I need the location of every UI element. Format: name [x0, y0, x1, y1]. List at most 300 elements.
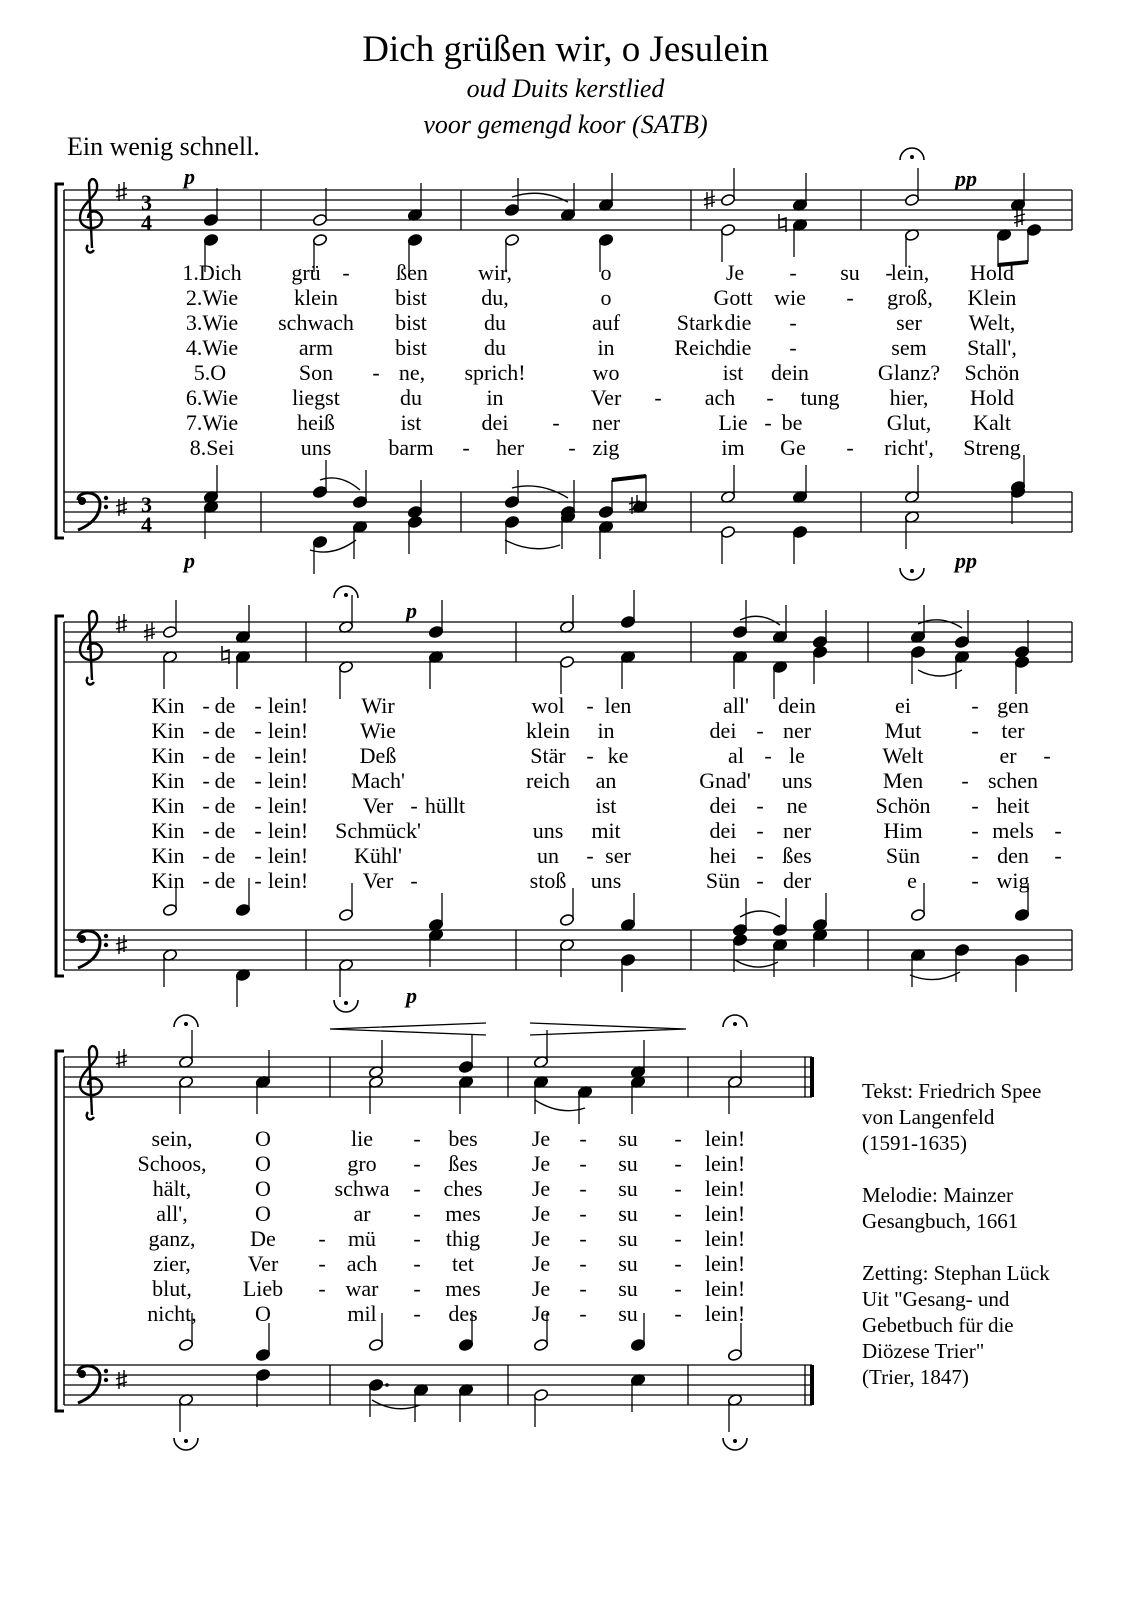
- lyric-syllable: lein!: [267, 693, 309, 718]
- decrescendo-hairpin: [530, 1023, 686, 1035]
- lyric-syllable: ke: [607, 743, 629, 768]
- lyric-syllable: heit: [996, 793, 1030, 818]
- lyric-syllable: lein!: [704, 1126, 746, 1151]
- credit-line: Gesangbuch, 1661: [862, 1209, 1019, 1233]
- lyric-syllable: wo: [592, 360, 620, 385]
- lyric-syllable: Kin: [151, 743, 185, 768]
- lyric-syllable: 8.Sei: [189, 435, 235, 460]
- lyric-syllable: ser: [605, 843, 631, 868]
- lyric-syllable: Stall',: [967, 335, 1017, 360]
- lyric-syllable: sein,: [151, 1126, 193, 1151]
- beam: [612, 476, 646, 480]
- lyric-syllable: -: [789, 260, 797, 285]
- lyric-syllable: Je: [531, 1226, 551, 1251]
- lyric-syllable: Kin: [151, 818, 185, 843]
- lyric-syllable: -: [586, 693, 594, 718]
- bass-clef-icon: [104, 1369, 108, 1373]
- lyric-syllable: -: [654, 385, 662, 410]
- lyric-syllable: lein!: [267, 868, 309, 893]
- lyric-syllable: Son: [298, 360, 334, 385]
- time-signature-numerator: 3: [141, 492, 152, 517]
- lyric-syllable: -: [579, 1226, 587, 1251]
- lyric-syllable: -: [885, 260, 893, 285]
- lyric-syllable: 2.Wie: [185, 285, 239, 310]
- lyric-syllable: -: [756, 843, 764, 868]
- lyric-syllable: o: [600, 285, 612, 310]
- lyric-syllable: ner: [591, 410, 621, 435]
- lyric-syllable: du: [484, 310, 506, 335]
- lyric-syllable: ne: [786, 793, 808, 818]
- lyric-syllable: -: [674, 1201, 682, 1226]
- lyric-syllable: -: [413, 1251, 421, 1276]
- lyric-syllable: uns: [300, 435, 332, 460]
- lyric-syllable: lein!: [267, 768, 309, 793]
- lyric-syllable: war: [345, 1276, 379, 1301]
- lyric-syllable: gro: [347, 1151, 377, 1176]
- lyric-syllable: -: [410, 793, 418, 818]
- lyric-syllable: Kalt: [973, 410, 1011, 435]
- lyric-syllable: uns: [781, 768, 813, 793]
- lyric-syllable: wol: [531, 693, 565, 718]
- dynamic-marking: p: [406, 983, 417, 1008]
- lyric-syllable: in: [486, 385, 504, 410]
- lyric-syllable: -: [586, 743, 594, 768]
- bass-clef-icon: [104, 496, 108, 500]
- lyric-syllable: Kin: [151, 793, 185, 818]
- lyric-syllable: lein!: [704, 1251, 746, 1276]
- lyric-syllable: Him: [883, 818, 923, 843]
- bass-clef-icon: [78, 935, 86, 943]
- lyric-syllable: -: [971, 818, 979, 843]
- lyric-syllable: blut,: [152, 1276, 192, 1301]
- lyric-syllable: -: [756, 868, 764, 893]
- lyric-syllable: 3.Wie: [185, 310, 239, 335]
- lyric-syllable: sem: [891, 335, 927, 360]
- lyric-syllable: Ge: [780, 435, 806, 460]
- lyric-syllable: an: [595, 768, 617, 793]
- lyric-syllable: Sün: [885, 843, 921, 868]
- lyric-syllable: bes: [448, 1126, 478, 1151]
- sharp-icon: [116, 182, 127, 201]
- lyric-syllable: -: [254, 793, 262, 818]
- lyric-syllable: Ver: [590, 385, 622, 410]
- lyric-syllable: lie: [351, 1126, 373, 1151]
- lyric-syllable: Men: [882, 768, 924, 793]
- lyric-syllable: gen: [997, 693, 1029, 718]
- lyric-syllable: sprich!: [464, 360, 526, 385]
- lyric-syllable: den: [997, 843, 1029, 868]
- lyric-syllable: mü: [347, 1226, 377, 1251]
- lyric-syllable: su: [618, 1201, 638, 1226]
- lyric-syllable: bist: [395, 335, 427, 360]
- lyric-syllable: des: [448, 1301, 478, 1326]
- song-subtitle-voicing: voor gemengd koor (SATB): [423, 110, 708, 139]
- lyric-syllable: -: [202, 843, 210, 868]
- lyric-syllable: -: [410, 868, 418, 893]
- lyric-syllable: len: [604, 693, 632, 718]
- lyric-syllable: bist: [395, 310, 427, 335]
- lyric-syllable: dei: [709, 818, 737, 843]
- lyric-syllable: lein!: [704, 1226, 746, 1251]
- lyric-syllable: de: [214, 868, 236, 893]
- lyric-syllable: hüllt: [424, 793, 466, 818]
- lyric-syllable: Mut: [884, 718, 922, 743]
- credit-line: Melodie: Mainzer: [862, 1183, 1014, 1207]
- lyric-syllable: -: [756, 818, 764, 843]
- song-title: Dich grüßen wir, o Jesulein: [362, 29, 769, 70]
- lyric-syllable: su: [618, 1276, 638, 1301]
- system-bracket: [56, 616, 64, 976]
- bass-clef-icon: [104, 1378, 108, 1382]
- lyric-syllable: mels: [992, 818, 1034, 843]
- lyric-syllable: dei: [709, 793, 737, 818]
- lyric-syllable: O: [255, 1301, 271, 1326]
- lyric-syllable: er: [999, 743, 1017, 768]
- bass-clef-icon: [78, 1370, 86, 1378]
- lyric-syllable: -: [579, 1126, 587, 1151]
- lyric-syllable: -: [413, 1226, 421, 1251]
- lyric-syllable: -: [202, 768, 210, 793]
- dynamic-marking: pp: [955, 548, 977, 573]
- lyric-syllable: -: [413, 1201, 421, 1226]
- dynamic-marking: pp: [955, 166, 977, 191]
- lyric-syllable: 5.O: [193, 360, 227, 385]
- credit-line: (1591-1635): [862, 1131, 967, 1155]
- lyric-syllable: klein: [294, 285, 338, 310]
- lyric-syllable: -: [579, 1176, 587, 1201]
- slur: [735, 960, 778, 967]
- lyric-syllable: Kühl': [354, 843, 402, 868]
- lyric-syllable: all',: [156, 1201, 188, 1226]
- lyric-syllable: -: [254, 843, 262, 868]
- lyric-syllable: Mach': [350, 768, 406, 793]
- sharp-icon: [116, 1370, 127, 1389]
- lyric-syllable: ßes: [448, 1151, 478, 1176]
- lyric-syllable: 7.Wie: [185, 410, 239, 435]
- lyric-syllable: al: [728, 743, 744, 768]
- lyric-syllable: Schoos,: [137, 1151, 207, 1176]
- lyric-syllable: de: [214, 768, 236, 793]
- credit-line: Gebetbuch für die: [862, 1313, 1014, 1337]
- lyric-syllable: Klein: [967, 285, 1017, 310]
- lyric-syllable: reich: [526, 768, 570, 793]
- lyric-syllable: all': [723, 693, 749, 718]
- natural-icon: [779, 214, 786, 232]
- lyric-syllable: -: [413, 1151, 421, 1176]
- lyric-syllable: Kin: [151, 768, 185, 793]
- lyric-syllable: zig: [592, 435, 620, 460]
- lyric-syllable: -: [971, 843, 979, 868]
- natural-icon: [222, 646, 229, 664]
- lyric-syllable: be: [781, 410, 803, 435]
- lyric-syllable: -: [254, 743, 262, 768]
- lyric-syllable: -: [674, 1226, 682, 1251]
- lyric-syllable: -: [579, 1151, 587, 1176]
- lyric-syllable: ches: [443, 1176, 483, 1201]
- lyric-syllable: her: [495, 435, 525, 460]
- credit-line: Zetting: Stephan Lück: [862, 1261, 1050, 1285]
- lyric-syllable: hält,: [152, 1176, 192, 1201]
- lyric-syllable: Je: [531, 1201, 551, 1226]
- lyric-syllable: -: [971, 868, 979, 893]
- lyric-syllable: de: [214, 818, 236, 843]
- fermata-icon: [344, 593, 348, 597]
- lyric-syllable: O: [255, 1201, 271, 1226]
- lyric-syllable: 1.Dich: [182, 260, 242, 285]
- lyric-syllable: Je: [531, 1176, 551, 1201]
- lyric-syllable: lein!: [704, 1201, 746, 1226]
- lyric-syllable: -: [318, 1251, 326, 1276]
- lyric-syllable: -: [789, 335, 797, 360]
- bass-clef-icon: [78, 497, 86, 505]
- lyric-syllable: -: [961, 768, 969, 793]
- lyric-syllable: Stär: [530, 743, 566, 768]
- lyric-syllable: Kin: [151, 868, 185, 893]
- lyric-syllable: -: [579, 1201, 587, 1226]
- sharp-icon: [1014, 208, 1025, 227]
- lyric-syllable: de: [214, 718, 236, 743]
- lyric-syllable: richt',: [884, 435, 934, 460]
- lyric-syllable: ach: [346, 1251, 378, 1276]
- lyric-syllable: Je: [531, 1126, 551, 1151]
- lyric-syllable: -: [568, 435, 576, 460]
- lyric-syllable: -: [674, 1251, 682, 1276]
- time-signature-denominator: 4: [141, 210, 152, 235]
- lyric-syllable: Kin: [151, 718, 185, 743]
- lyric-syllable: -: [674, 1126, 682, 1151]
- dynamic-marking: p: [406, 598, 417, 623]
- fermata-icon: [733, 1022, 737, 1026]
- lyric-syllable: -: [254, 868, 262, 893]
- lyric-syllable: wig: [996, 868, 1030, 893]
- slur: [512, 193, 568, 202]
- lyric-syllable: Reich: [674, 335, 726, 360]
- lyric-syllable: Kin: [151, 693, 185, 718]
- lyric-syllable: tet: [452, 1251, 474, 1276]
- fermata-icon: [910, 155, 914, 159]
- lyric-syllable: Ver: [247, 1251, 279, 1276]
- lyric-syllable: lein!: [267, 793, 309, 818]
- lyric-syllable: de: [214, 693, 236, 718]
- lyric-syllable: 6.Wie: [185, 385, 239, 410]
- lyric-syllable: -: [971, 693, 979, 718]
- lyric-syllable: zier,: [153, 1251, 191, 1276]
- lyric-syllable: le: [789, 743, 805, 768]
- lyric-syllable: tung: [800, 385, 840, 410]
- lyric-syllable: -: [1054, 843, 1062, 868]
- lyric-syllable: -: [413, 1301, 421, 1326]
- lyric-syllable: hier,: [889, 385, 929, 410]
- slur: [372, 1400, 420, 1409]
- bass-clef-icon: [104, 505, 108, 509]
- sharp-icon: [116, 614, 127, 633]
- fermata-icon: [184, 1439, 188, 1443]
- fermata-icon: [344, 1001, 348, 1005]
- lyric-syllable: -: [586, 843, 594, 868]
- lyric-syllable: O: [255, 1176, 271, 1201]
- lyric-syllable: Deß: [359, 743, 397, 768]
- lyric-syllable: Welt,: [968, 310, 1016, 335]
- lyric-syllable: su: [618, 1226, 638, 1251]
- lyric-syllable: Wie: [360, 718, 396, 743]
- credit-line: Tekst: Friedrich Spee: [862, 1079, 1042, 1103]
- lyric-syllable: ßen: [396, 260, 428, 285]
- lyric-syllable: Lieb: [242, 1276, 284, 1301]
- lyric-syllable: su: [618, 1251, 638, 1276]
- lyric-syllable: stoß: [529, 868, 567, 893]
- fermata-icon: [910, 569, 914, 573]
- lyric-syllable: lein!: [704, 1176, 746, 1201]
- tempo-marking: Ein wenig schnell.: [67, 132, 260, 161]
- lyric-syllable: -: [202, 793, 210, 818]
- lyric-syllable: ganz,: [148, 1226, 196, 1251]
- system-bracket: [56, 1051, 64, 1411]
- lyric-syllable: grü: [291, 260, 321, 285]
- lyric-syllable: groß,: [887, 285, 933, 310]
- sharp-icon: [116, 1049, 127, 1068]
- lyric-syllable: ei: [895, 693, 911, 718]
- lyric-syllable: schwach: [278, 310, 354, 335]
- lyric-syllable: Hold: [970, 385, 1014, 410]
- lyric-syllable: -: [202, 818, 210, 843]
- lyric-syllable: -: [413, 1176, 421, 1201]
- slur: [535, 1100, 585, 1111]
- lyric-syllable: Je: [531, 1151, 551, 1176]
- lyric-syllable: ar: [353, 1201, 371, 1226]
- lyric-syllable: -: [764, 410, 772, 435]
- lyric-syllable: lein,: [890, 260, 930, 285]
- lyric-syllable: klein: [526, 718, 570, 743]
- lyric-syllable: -: [1054, 818, 1062, 843]
- lyric-syllable: im: [721, 435, 745, 460]
- lyric-syllable: -: [971, 718, 979, 743]
- lyric-syllable: du: [484, 335, 506, 360]
- lyric-syllable: dein: [771, 360, 809, 385]
- time-signature-numerator: 3: [141, 190, 152, 215]
- lyric-syllable: auf: [591, 310, 621, 335]
- lyric-syllable: su: [618, 1126, 638, 1151]
- lyric-syllable: o: [600, 260, 612, 285]
- lyric-syllable: du,: [481, 285, 509, 310]
- crescendo-hairpin: [330, 1023, 486, 1035]
- lyric-syllable: -: [254, 693, 262, 718]
- lyric-syllable: -: [764, 743, 772, 768]
- lyric-syllable: wir,: [478, 260, 512, 285]
- lyric-syllable: ner: [782, 718, 812, 743]
- lyric-syllable: -: [318, 1226, 326, 1251]
- lyric-syllable: uns: [590, 868, 622, 893]
- sharp-icon: [116, 935, 127, 954]
- lyric-syllable: uns: [532, 818, 564, 843]
- lyric-syllable: -: [789, 310, 797, 335]
- song-subtitle-origin: oud Duits kerstlied: [466, 74, 665, 103]
- lyric-syllable: -: [579, 1251, 587, 1276]
- lyric-syllable: de: [214, 843, 236, 868]
- sharp-icon: [116, 497, 127, 516]
- lyric-syllable: ne,: [398, 360, 426, 385]
- lyric-syllable: -: [846, 435, 854, 460]
- lyric-syllable: -: [579, 1301, 587, 1326]
- lyric-syllable: -: [756, 718, 764, 743]
- lyric-syllable: -: [413, 1126, 421, 1151]
- dynamic-marking: p: [184, 164, 195, 189]
- lyric-syllable: Hold: [970, 260, 1014, 285]
- credit-line: von Langenfeld: [862, 1105, 995, 1129]
- fermata-icon: [184, 1022, 188, 1026]
- lyric-syllable: lein!: [267, 718, 309, 743]
- bass-clef-icon: [104, 934, 108, 938]
- lyric-syllable: Schön: [875, 793, 931, 818]
- lyric-syllable: -: [342, 260, 350, 285]
- lyric-syllable: ter: [1001, 718, 1025, 743]
- lyric-syllable: su: [618, 1151, 638, 1176]
- lyric-syllable: -: [202, 693, 210, 718]
- lyric-syllable: mit: [591, 818, 621, 843]
- lyric-syllable: -: [674, 1176, 682, 1201]
- credit-line: Diözese Trier": [862, 1339, 985, 1363]
- lyric-syllable: e: [907, 868, 917, 893]
- lyric-syllable: Schmück': [335, 818, 421, 843]
- lyric-syllable: ner: [782, 818, 812, 843]
- lyric-syllable: de: [214, 793, 236, 818]
- bass-clef-icon: [104, 943, 108, 947]
- lyric-syllable: De: [250, 1226, 276, 1251]
- lyric-syllable: Welt: [882, 743, 924, 768]
- lyric-syllable: un: [537, 843, 559, 868]
- credits-block: [862, 1078, 1050, 1390]
- lyric-syllable: in: [597, 718, 615, 743]
- lyric-syllable: -: [971, 793, 979, 818]
- lyric-syllable: ist: [400, 410, 422, 435]
- lyric-syllable: Ver: [362, 868, 394, 893]
- lyric-syllable: die: [724, 335, 752, 360]
- lyric-syllable: bist: [395, 285, 427, 310]
- lyric-syllable: -: [202, 868, 210, 893]
- lyric-syllable: 4.Wie: [185, 335, 239, 360]
- lyric-syllable: -: [674, 1151, 682, 1176]
- lyric-syllable: -: [756, 793, 764, 818]
- lyric-syllable: -: [413, 1276, 421, 1301]
- lyric-syllable: Wir: [361, 693, 395, 718]
- lyric-syllable: lein!: [267, 843, 309, 868]
- time-signature-denominator: 4: [141, 512, 152, 537]
- lyric-syllable: -: [254, 768, 262, 793]
- lyric-syllable: Je: [531, 1276, 551, 1301]
- lyric-syllable: die: [724, 310, 752, 335]
- lyric-syllable: liegst: [292, 385, 340, 410]
- lyric-syllable: -: [674, 1276, 682, 1301]
- lyric-syllable: Lie: [718, 410, 748, 435]
- lyric-syllable: Glanz?: [877, 360, 941, 385]
- lyric-syllable: ser: [896, 310, 922, 335]
- lyric-syllable: de: [214, 743, 236, 768]
- lyric-syllable: lein!: [267, 818, 309, 843]
- lyric-syllable: barm: [388, 435, 434, 460]
- lyric-syllable: O: [255, 1151, 271, 1176]
- lyric-syllable: Streng: [963, 435, 1021, 460]
- lyric-syllable: nicht,: [147, 1301, 197, 1326]
- credit-line: (Trier, 1847): [862, 1365, 969, 1389]
- lyric-syllable: der: [782, 868, 812, 893]
- lyric-syllable: ßes: [782, 843, 812, 868]
- lyric-syllable: -: [202, 718, 210, 743]
- lyric-syllable: -: [318, 1276, 326, 1301]
- lyric-syllable: -: [1043, 743, 1051, 768]
- lyric-syllable: ach: [704, 385, 736, 410]
- lyric-syllable: lein!: [704, 1301, 746, 1326]
- lyric-syllable: su: [840, 260, 860, 285]
- lyric-syllable: Glut,: [886, 410, 932, 435]
